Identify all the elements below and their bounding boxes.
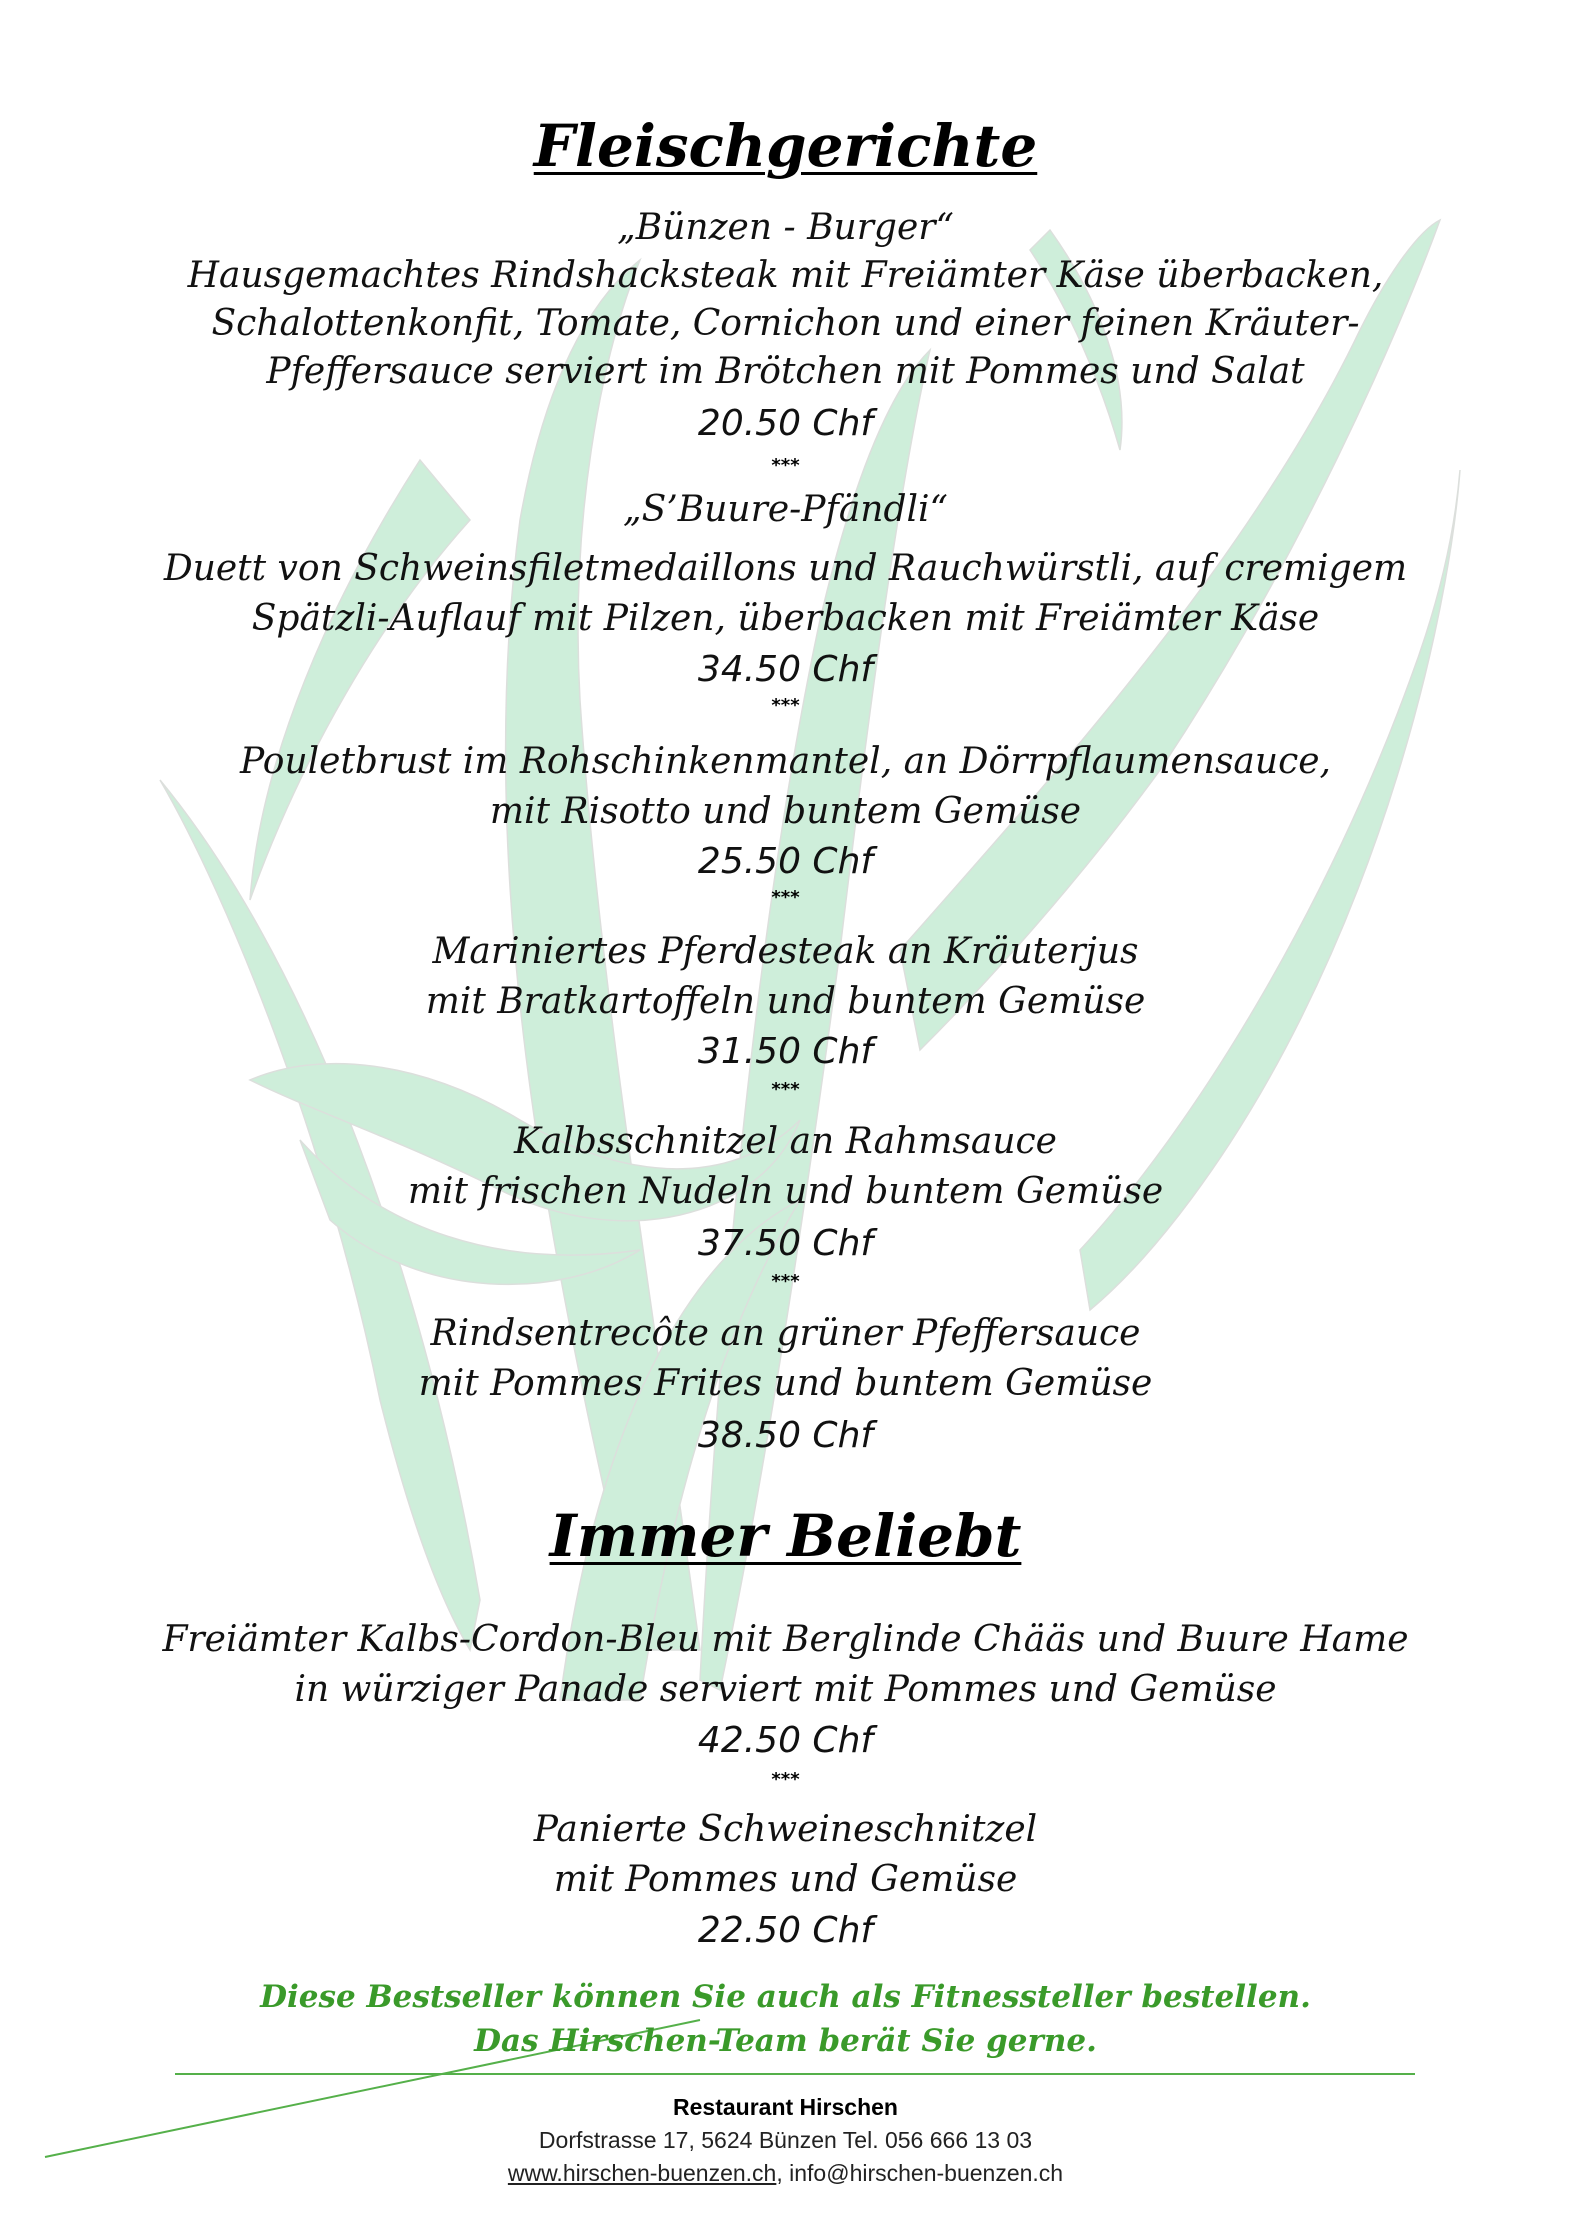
dish-name: Mariniertes Pferdesteak an Kräuterjus: [432, 931, 1139, 972]
dish-price: 31.50 Chf: [697, 1031, 874, 1072]
email-text: , info@hirschen-buenzen.ch: [776, 2160, 1064, 2186]
dish-price: 20.50 Chf: [697, 403, 874, 444]
dish-description: mit Pommes Frites und buntem Gemüse: [418, 1363, 1153, 1404]
dish-name: „Bünzen - Burger“: [617, 207, 954, 248]
dish-price: 34.50 Chf: [697, 649, 874, 690]
dish-name: Rindsentrecôte an grüner Pfeffersauce: [430, 1313, 1141, 1354]
dish-price: 22.50 Chf: [697, 1910, 874, 1951]
restaurant-name: Restaurant Hirschen: [673, 2094, 898, 2120]
dish-description: in würziger Panade serviert mit Pommes und Gemüse: [294, 1669, 1277, 1710]
dish-description: mit frischen Nudeln und buntem Gemüse: [407, 1171, 1164, 1212]
dish-description: mit Bratkartoffeln und buntem Gemüse: [425, 981, 1146, 1022]
item-separator: ***: [771, 887, 800, 908]
dish-price: 25.50 Chf: [697, 841, 874, 882]
section-title-immer-beliebt: Immer Beliebt: [549, 1502, 1022, 1570]
dish-description: mit Risotto und buntem Gemüse: [489, 791, 1082, 832]
dish-name: „S’Buure-Pfändli“: [623, 489, 948, 530]
dish-name: Kalbsschnitzel an Rahmsauce: [513, 1121, 1057, 1162]
dish-description: mit Pommes und Gemüse: [553, 1859, 1018, 1900]
footer-divider: [175, 2073, 1415, 2075]
dish-name: Panierte Schweineschnitzel: [533, 1809, 1038, 1850]
section-title-fleischgerichte: Fleischgerichte: [533, 112, 1038, 180]
fitness-note: Diese Bestseller können Sie auch als Fitnessteller bestellen.: [260, 1979, 1311, 2015]
dish-price: 37.50 Chf: [697, 1223, 874, 1264]
dish-description: Spätzli-Auflauf mit Pilzen, überbacken mit Freiämter Käse: [251, 598, 1320, 639]
item-separator: ***: [771, 695, 800, 716]
item-separator: ***: [771, 455, 800, 476]
dish-description: Schalottenkonfit, Tomate, Cornichon und einer feinen Kräuter-: [211, 303, 1360, 344]
website-link[interactable]: www.hirschen-buenzen.ch: [507, 2160, 777, 2186]
dish-description: Pfeffersauce serviert im Brötchen mit Pommes und Salat: [266, 351, 1305, 392]
team-note: Das Hirschen-Team berät Sie gerne.: [474, 2023, 1097, 2059]
restaurant-address: Dorfstrasse 17, 5624 Bünzen Tel. 056 666 13 03: [538, 2127, 1033, 2153]
dish-price: 38.50 Chf: [697, 1415, 874, 1456]
item-separator: ***: [771, 1769, 800, 1790]
dish-name: Freiämter Kalbs-Cordon-Bleu mit Berglinde Chääs und Buure Hame: [162, 1619, 1409, 1660]
contact-line: [0, 2160, 1571, 2187]
dish-name: Pouletbrust im Rohschinkenmantel, an Dörrpflaumensauce,: [240, 741, 1331, 782]
dish-description: Hausgemachtes Rindshacksteak mit Freiämter Käse überbacken,: [187, 255, 1384, 296]
item-separator: ***: [771, 1271, 800, 1292]
dish-price: 42.50 Chf: [697, 1720, 874, 1761]
item-separator: ***: [771, 1079, 800, 1100]
dish-description: Duett von Schweinsfiletmedaillons und Rauchwürstli, auf cremigem: [163, 548, 1408, 589]
